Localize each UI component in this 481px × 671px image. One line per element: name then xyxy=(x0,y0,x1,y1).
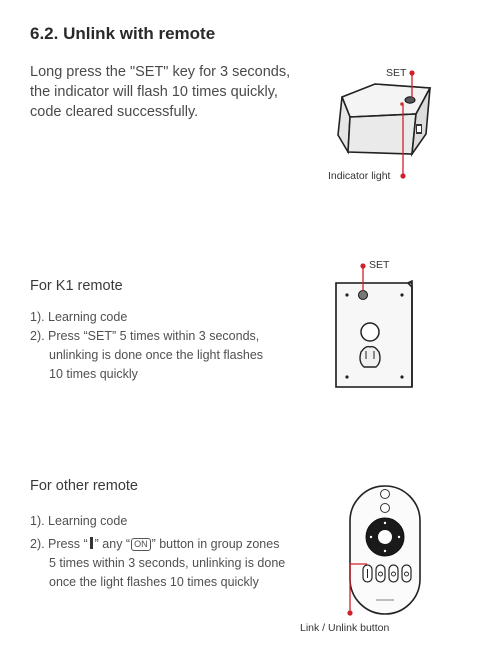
other-step-2-line-3: once the light flashes 10 times quickly xyxy=(49,575,259,589)
other-step-2-mid1: ” any “ xyxy=(94,537,131,551)
k1-set-label: SET xyxy=(369,259,390,271)
zone-bar-icon xyxy=(90,537,93,549)
section-title: 6.2. Unlink with remote xyxy=(30,24,216,43)
indicator-pointer-dot xyxy=(400,173,405,178)
k1-step-2-line-2: unlinking is done once the light flashes xyxy=(49,348,264,362)
on-key-icon: ON xyxy=(131,538,151,551)
receiver-box xyxy=(338,84,430,154)
intro-paragraph xyxy=(30,62,320,122)
other-step-2-line-2: 5 times within 3 seconds, unlinking is done xyxy=(49,556,286,570)
set-pointer-dot xyxy=(409,70,414,75)
k1-set-pointer-dot xyxy=(360,263,365,268)
other-steps xyxy=(30,512,285,592)
intro-line-3: code cleared successfully. xyxy=(30,104,199,120)
other-remote-illustration xyxy=(320,480,460,630)
other-step-2-line-1 xyxy=(30,535,285,554)
k1-step-2-line-3: 10 times quickly xyxy=(49,367,138,381)
indicator-light-label: Indicator light xyxy=(328,170,391,182)
other-step-2-pre: 2). Press “ xyxy=(30,537,88,551)
link-unlink-label: Link / Unlink button xyxy=(300,622,390,634)
intro-line-1: Long press the "SET" key for 3 seconds, xyxy=(30,64,291,80)
intro-line-2: the indicator will flash 10 times quickly, xyxy=(30,84,278,100)
other-step-2-mid2: ” button in group zones xyxy=(151,537,280,551)
other-heading: For other remote xyxy=(30,478,138,494)
k1-step-2-line-1: 2). Press “SET” 5 times within 3 seconds, xyxy=(30,329,260,343)
k1-step-1: 1). Learning code xyxy=(30,310,128,324)
remote-body xyxy=(350,486,420,614)
k1-steps xyxy=(30,308,263,384)
k1-panel xyxy=(336,281,412,387)
other-step-1: 1). Learning code xyxy=(30,514,128,528)
k1-remote-illustration xyxy=(330,255,440,395)
receiver-set-label: SET xyxy=(386,67,407,79)
link-pointer-dot xyxy=(347,610,352,615)
k1-heading: For K1 remote xyxy=(30,278,123,294)
